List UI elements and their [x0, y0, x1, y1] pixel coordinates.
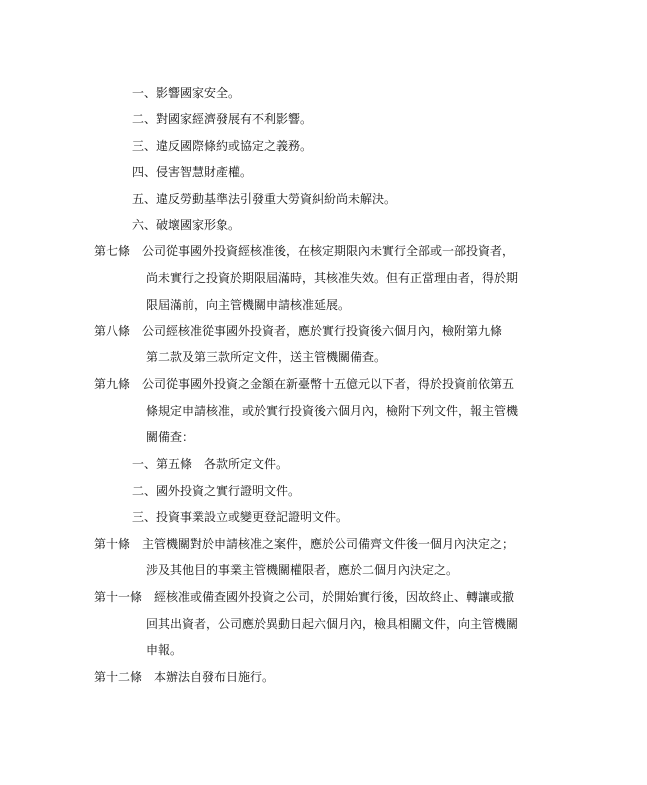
article-8-line-2: 第二款及第三款所定文件，送主管機關備查。: [146, 350, 387, 364]
item-1-national-security: 一、影響國家安全。: [132, 86, 241, 100]
article-9-item-1: 一、第五條 各款所定文件。: [132, 457, 289, 471]
item-2-economic-impact: 二、對國家經濟發展有不利影響。: [132, 112, 313, 126]
article-9-item-2: 二、國外投資之實行證明文件。: [132, 484, 301, 498]
article-9-line-1: 第九條 公司從事國外投資之金額在新臺幣十五億元以下者，得於投資前依第五: [94, 377, 515, 391]
article-7-line-2: 尚未實行之投資於期限屆滿時，其核准失效。但有正當理由者，得於期: [146, 271, 519, 285]
article-9-line-2: 條規定申請核准，或於實行投資後六個月內，檢附下列文件，報主管機: [146, 404, 519, 418]
article-8-line-1: 第八條 公司經核准從事國外投資者，應於實行投資後六個月內，檢附第九條: [94, 324, 503, 338]
item-5-labor-dispute: 五、違反勞動基準法引發重大勞資糾紛尚未解決。: [132, 192, 397, 206]
item-3-treaty-obligation: 三、違反國際條約或協定之義務。: [132, 139, 313, 153]
item-4-intellectual-property: 四、侵害智慧財產權。: [132, 165, 253, 179]
article-7-line-3: 限屆滿前，向主管機關申請核准延展。: [146, 298, 351, 312]
article-10-line-1: 第十條 主管機關對於申請核准之案件，應於公司備齊文件後一個月內決定之；: [94, 537, 515, 551]
item-6-national-image: 六、破壞國家形象。: [132, 218, 241, 232]
article-11-line-2: 回其出資者，公司應於異動日起六個月內，檢具相關文件，向主管機關: [146, 617, 519, 631]
article-11-line-3: 申報。: [146, 643, 183, 657]
article-7-line-1: 第七條 公司從事國外投資經核准後，在核定期限內未實行全部或一部投資者，: [94, 244, 515, 258]
article-11-line-1: 第十一條 經核准或備查國外投資之公司，於開始實行後，因故終止、轉讓或撤: [94, 590, 515, 604]
article-10-line-2: 涉及其他目的事業主管機關權限者，應於二個月內決定之。: [146, 563, 459, 577]
article-9-line-3: 關備查：: [146, 430, 195, 444]
article-9-item-3: 三、投資事業設立或變更登記證明文件。: [132, 510, 349, 524]
article-12-line-1: 第十二條 本辦法自發布日施行。: [94, 670, 275, 684]
